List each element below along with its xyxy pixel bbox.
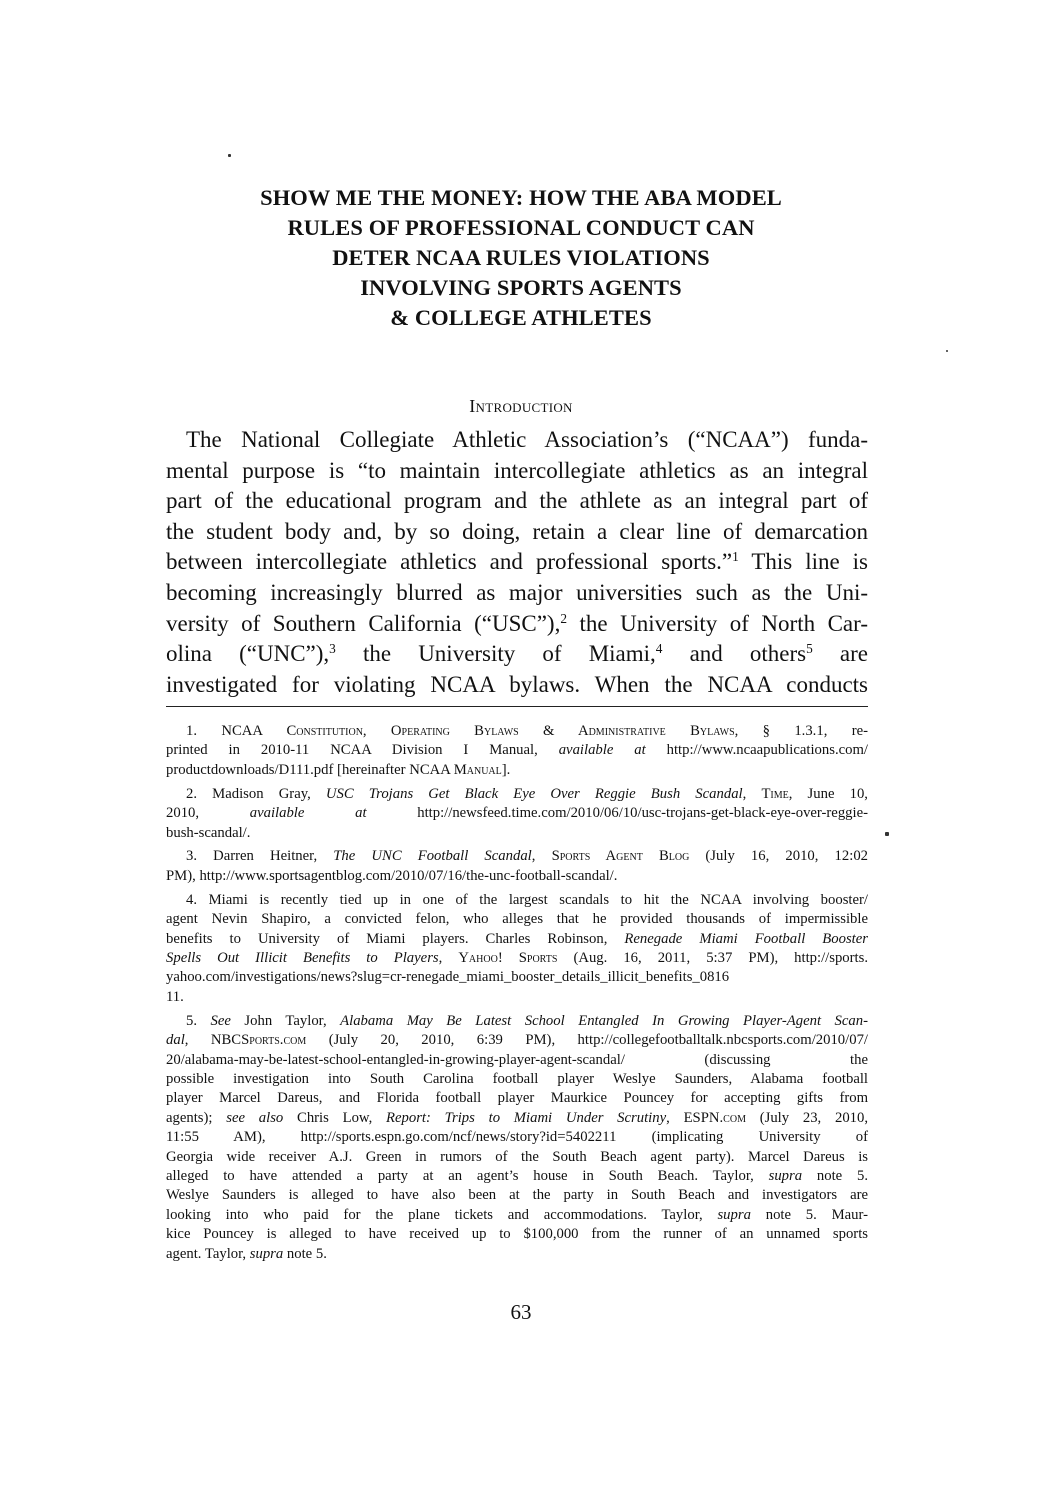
footnote-line[interactable]: 11:55 AM), http://sports.espn.go.com/ncf/news/story?id=5402211 (implicating University of bbox=[166, 1129, 868, 1146]
footnote-line bbox=[166, 804, 868, 823]
footnote-line bbox=[166, 847, 868, 866]
article-name: Renegade Miami Football Booster bbox=[624, 930, 868, 947]
title-line: SHOW ME THE MONEY: HOW THE ABA MODEL bbox=[260, 185, 782, 210]
signal: see also bbox=[226, 1109, 284, 1126]
text: John Taylor, bbox=[230, 1012, 341, 1029]
title-line: & COLLEGE ATHLETES bbox=[390, 305, 652, 330]
text: and others bbox=[662, 641, 807, 667]
footnote-5 bbox=[166, 1012, 868, 1264]
text: , bbox=[531, 848, 552, 865]
publication: Sports Agent Blog bbox=[551, 848, 690, 865]
footnote-line[interactable]: 20/alabama-may-be-latest-school-entangled-in-growing-player-agent-scandal/ (discussing the bbox=[166, 1051, 868, 1068]
url[interactable]: productdownloads/D111.pdf [hereinafter NCAA bbox=[166, 761, 454, 778]
text: note 5. bbox=[283, 1245, 327, 1262]
publication: Yahoo! Sports bbox=[458, 949, 558, 966]
body-line: part of the educational program and the athlete as an integral part of bbox=[166, 488, 868, 514]
text: 3. Darren Heitner, bbox=[186, 848, 334, 865]
body-line bbox=[166, 609, 868, 640]
footnote-ref[interactable]: 5 bbox=[806, 641, 813, 657]
article-name: dal bbox=[166, 1032, 185, 1049]
text: , June 10, bbox=[788, 785, 868, 802]
article-name: Report: Trips to Miami Under Scrutiny bbox=[386, 1109, 667, 1126]
footnote-line bbox=[166, 741, 868, 760]
footnote-separator bbox=[166, 706, 868, 707]
text: 5. bbox=[186, 1012, 211, 1029]
text: are bbox=[812, 641, 868, 667]
footnote-line bbox=[166, 761, 868, 780]
text: agent. Taylor, bbox=[166, 1245, 250, 1262]
publication: .com bbox=[719, 1109, 746, 1126]
footnote-4 bbox=[166, 891, 868, 1007]
footnote-line: player Marcel Dareus, and Florida football player Maurkice Pouncey for accepting gifts from bbox=[166, 1090, 868, 1107]
text: (July 23, 2010, bbox=[745, 1109, 869, 1126]
article-name: Alabama May Be Latest School Entangled In Growing Player-Agent Scan- bbox=[340, 1012, 868, 1029]
publication: Sports.com bbox=[241, 1032, 307, 1049]
scan-speck bbox=[228, 154, 231, 157]
footnote-line: Weslye Saunders is alleged to have also been at the party in South Beach and investigators are bbox=[166, 1187, 868, 1204]
text: looking into who paid for the plane tickets and accommodations. Taylor, bbox=[166, 1206, 718, 1223]
signal: supra bbox=[717, 1206, 751, 1223]
footnote-3 bbox=[166, 847, 868, 886]
text: 2. Madison Gray, bbox=[186, 785, 326, 802]
footnote-line bbox=[166, 1031, 868, 1050]
footnote-line bbox=[166, 1206, 868, 1225]
signal: available at bbox=[558, 742, 646, 759]
signal: supra bbox=[249, 1245, 284, 1262]
footnote-line: agent Nevin Shapiro, a convicted felon, who alleges that he provided thousands of impermissible bbox=[166, 911, 868, 928]
text: (July 16, 2010, 12:02 bbox=[689, 848, 869, 865]
text: This line is bbox=[738, 549, 868, 575]
text: between intercollegiate athletics and professional sports.” bbox=[166, 549, 733, 575]
footnote-ref[interactable]: 3 bbox=[329, 641, 336, 657]
footnote-line[interactable]: yahoo.com/investigations/news?slug=cr-renegade_miami_booster_details_illicit_benefits_0816 bbox=[166, 969, 730, 986]
article-title bbox=[166, 183, 876, 333]
text: 2010, bbox=[166, 805, 250, 822]
signal: See bbox=[210, 1012, 231, 1029]
body-line: investigated for violating NCAA bylaws. When the NCAA conducts bbox=[166, 671, 868, 697]
text: printed in 2010-11 NCAA Division I Manual, bbox=[166, 742, 559, 759]
scan-speck bbox=[885, 832, 889, 836]
signal: supra bbox=[768, 1167, 803, 1184]
footnote-line bbox=[166, 1109, 868, 1128]
text: , bbox=[438, 949, 459, 966]
footnote-line bbox=[166, 930, 868, 949]
footnote-line: Georgia wide receiver A.J. Green in rumors of the South Beach agent party). Marcel Dareus is bbox=[166, 1148, 868, 1165]
body-line: mental purpose is “to maintain intercollegiate athletics as an integral bbox=[166, 457, 868, 483]
page-number: 63 bbox=[510, 1300, 532, 1324]
source-title: Manual bbox=[453, 761, 502, 778]
url[interactable]: (July 20, 2010, 6:39 PM), http://collegefootballtalk.nbcsports.com/2010/07/ bbox=[306, 1032, 868, 1049]
footnote-line bbox=[166, 1012, 868, 1031]
signal: available at bbox=[249, 805, 367, 822]
article-name: The UNC Football Scandal bbox=[333, 848, 532, 865]
text: , NBC bbox=[184, 1032, 242, 1049]
text: Chris Low, bbox=[283, 1109, 387, 1126]
text: , § 1.3.1, re- bbox=[734, 723, 868, 739]
url[interactable]: http://www.ncaapublications.com/ bbox=[645, 742, 868, 759]
text: 1. NCAA bbox=[186, 723, 287, 739]
footnotes bbox=[166, 722, 868, 1268]
text[interactable]: (Aug. 16, 2011, 5:37 PM), http://sports. bbox=[557, 949, 869, 966]
footnote-line[interactable]: 11. bbox=[166, 988, 184, 1005]
footnote-line bbox=[166, 949, 868, 968]
body-line: becoming increasingly blurred as major universities such as the Uni- bbox=[166, 579, 868, 605]
title-line: DETER NCAA RULES VIOLATIONS bbox=[332, 245, 710, 270]
footnote-line bbox=[166, 785, 868, 804]
footnote-2 bbox=[166, 785, 868, 843]
article-name: Spells Out Illicit Benefits to Players bbox=[166, 949, 439, 966]
footnote-line[interactable]: PM), http://www.sportsagentblog.com/2010/07/16/the-unc-football-scandal/. bbox=[166, 867, 618, 884]
body-line: The National Collegiate Athletic Association’s (“NCAA”) funda- bbox=[186, 427, 868, 452]
text: the University of North Car- bbox=[567, 610, 868, 636]
title-line: INVOLVING SPORTS AGENTS bbox=[360, 275, 682, 300]
text: note 5. bbox=[802, 1167, 868, 1184]
text: , ESPN bbox=[666, 1109, 720, 1126]
title-line: RULES OF PROFESSIONAL CONDUCT CAN bbox=[287, 215, 755, 240]
url[interactable]: http://newsfeed.time.com/2010/06/10/usc-trojans-get-black-eye-over-reggie- bbox=[366, 805, 869, 822]
footnote-line: 4. Miami is recently tied up in one of the largest scandals to hit the NCAA involving booster/ bbox=[186, 891, 868, 908]
text: benefits to University of Miami players. Charles Robinson, bbox=[166, 930, 625, 947]
scan-speck bbox=[946, 350, 948, 352]
body-line bbox=[166, 547, 868, 578]
footnote-ref[interactable]: 2 bbox=[560, 610, 568, 626]
text: agents); bbox=[166, 1109, 227, 1126]
publication: Time bbox=[761, 785, 789, 802]
body-paragraph bbox=[166, 425, 868, 700]
body-line: the student body and, by so doing, retain a clear line of demarcation bbox=[166, 518, 868, 544]
footnote-line bbox=[166, 1167, 868, 1186]
source-title: Constitution, Operating Bylaws & Administrative Bylaws bbox=[286, 723, 735, 739]
footnote-line bbox=[166, 722, 868, 741]
article-name: USC Trojans Get Black Eye Over Reggie Bush Scandal bbox=[325, 785, 743, 802]
footnote-line: kice Pouncey is alleged to have received up to $100,000 from the runner of an unnamed sports bbox=[166, 1226, 868, 1243]
text: alleged to have attended a party at an agent’s house in South Beach. Taylor, bbox=[166, 1167, 769, 1184]
text: olina (“UNC”), bbox=[166, 641, 330, 667]
footnote-ref[interactable]: 1 bbox=[732, 549, 739, 565]
footnote-1 bbox=[166, 722, 868, 780]
body-line bbox=[166, 639, 868, 670]
text: versity of Southern California (“USC”), bbox=[166, 610, 561, 636]
text: ]. bbox=[501, 761, 511, 778]
text: the University of Miami, bbox=[335, 641, 656, 667]
footnote-line: possible investigation into South Carolina football player Weslye Saunders, Alabama football bbox=[166, 1070, 868, 1087]
section-heading: Introduction bbox=[469, 396, 573, 416]
text: , bbox=[742, 785, 762, 802]
footnote-line[interactable]: bush-scandal/. bbox=[166, 824, 251, 841]
footnote-line bbox=[166, 1245, 868, 1264]
footnote-ref[interactable]: 4 bbox=[655, 641, 663, 657]
text: note 5. Maur- bbox=[750, 1206, 868, 1223]
